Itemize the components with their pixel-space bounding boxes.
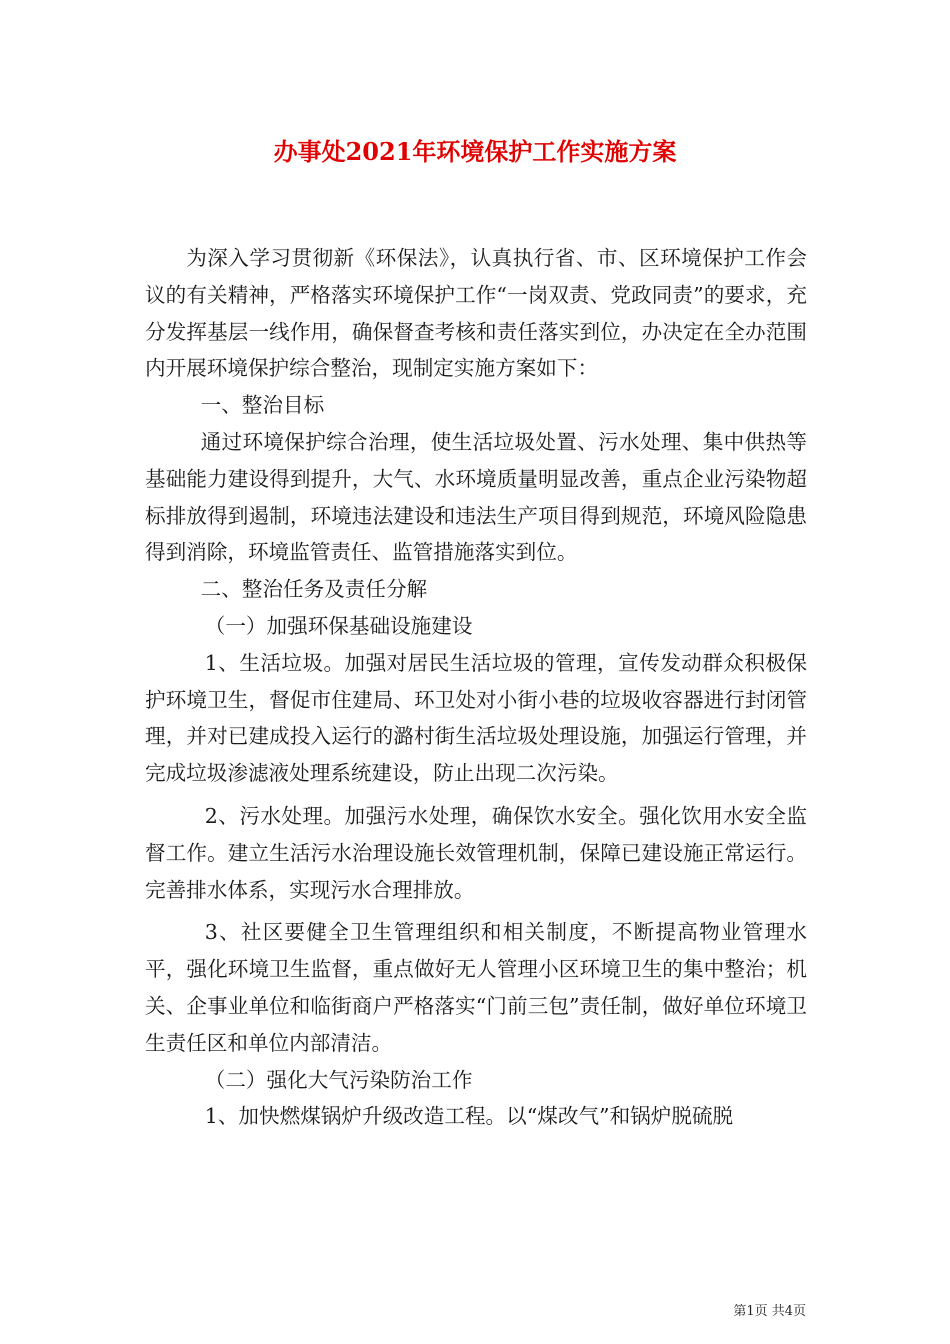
subsection-heading: （一）加强环保基础设施建设	[204, 613, 473, 638]
body-paragraph: 1、加快燃煤锅炉升级改造工程。以“煤改气”和锅炉脱硫脱	[204, 1104, 734, 1129]
section-heading: 一、整治目标	[200, 393, 325, 418]
intro-paragraph: 为深入学习贯彻新《环保法》，认真执行省、市、区环境保护工作会议的有关精神，严格落实环境保护工作“一岗双责、党政同责”的要求，充分发挥基层一线作用，确保督查考核和责任落实到位，办决定在全办范围内开展环境保护综合整治，现制定实施方案如下：	[145, 246, 807, 381]
section-heading: 二、整治任务及责任分解	[200, 577, 428, 602]
body-paragraph: 通过环境保护综合治理，使生活垃圾处置、污水处理、集中供热等基础能力建设得到提升，大气、水环境质量明显改善，重点企业污染物超标排放得到遏制，环境违法建设和违法生产项目得到规范，环境风险隐患得到消除，环境监管责任、监管措施落实到位。	[145, 429, 807, 565]
page-number: 第1页 共4页	[733, 1304, 806, 1319]
body-paragraph: 3、社区要健全卫生管理组织和相关制度，不断提高物业管理水平，强化环境卫生监督，重点做好无人管理小区环境卫生的集中整治；机关、企事业单位和临街商户严格落实“门前三包”责任制，做好单位环境卫生责任区和单位内部清洁。	[145, 920, 807, 1055]
subsection-heading: （二）强化大气污染防治工作	[204, 1067, 473, 1092]
body-paragraph: 2、污水处理。加强污水处理，确保饮水安全。强化饮用水安全监督工作。建立生活污水治理设施长效管理机制，保障已建设施正常运行。完善排水体系，实现污水合理排放。	[145, 803, 807, 902]
body-paragraph: 1、生活垃圾。加强对居民生活垃圾的管理，宣传发动群众积极保护环境卫生，督促市住建局、环卫处对小街小巷的垃圾收容器进行封闭管理，并对已建成投入运行的潞村街生活垃圾处理设施，加强运行管理，并完成垃圾渗滤液处理系统建设，防止出现二次污染。	[145, 650, 807, 786]
document-title: 办事处2021年环境保护工作实施方案	[273, 137, 677, 166]
document-body	[145, 240, 807, 1135]
